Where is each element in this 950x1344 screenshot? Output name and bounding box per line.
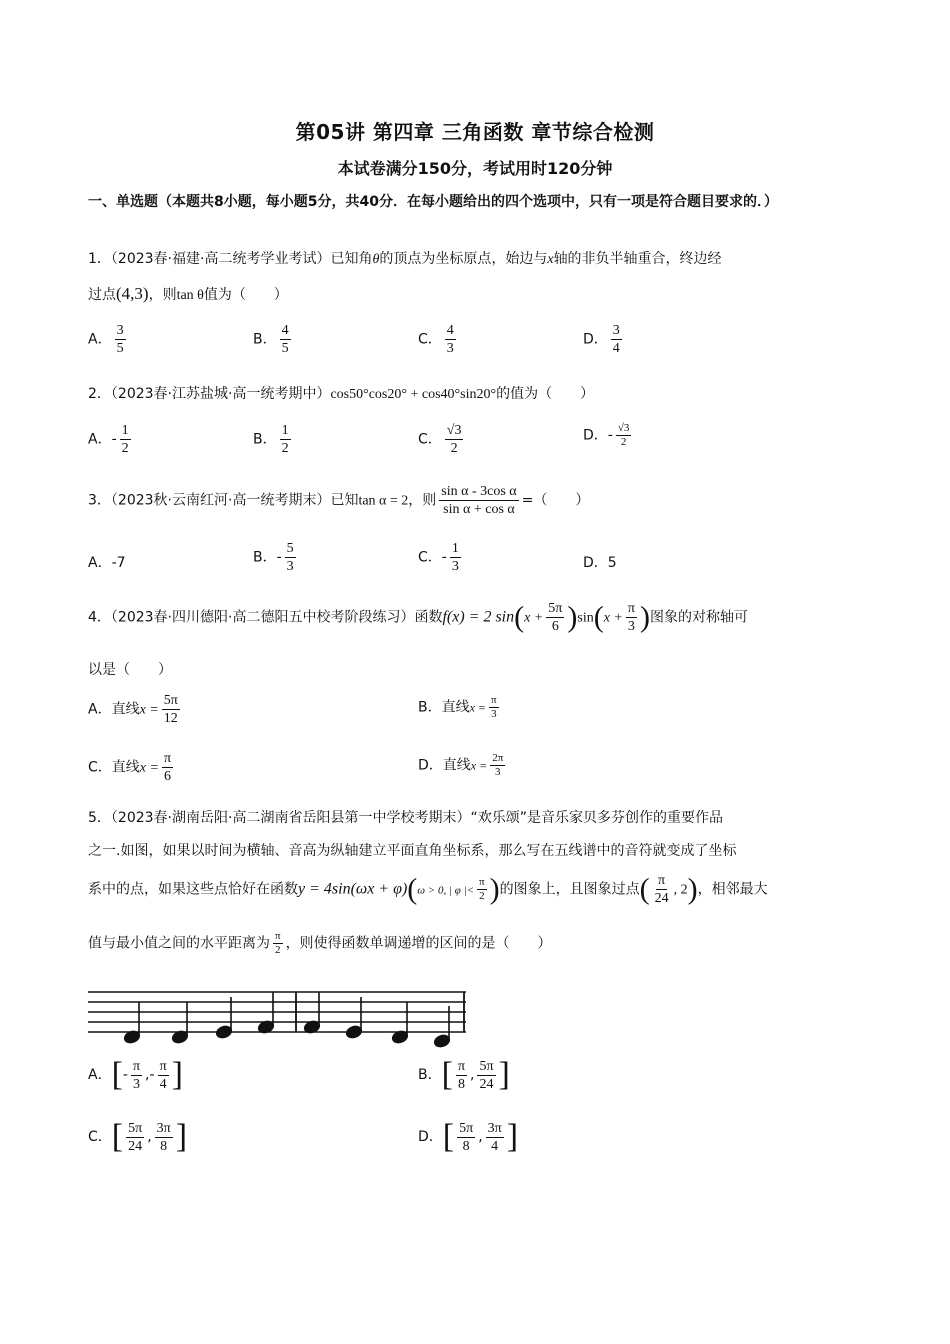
section-heading: 一、单选题（本题共8小题，每小题5分，共40分．在每小题给出的四个选项中，只有一项是符合题目要求的．） <box>88 194 778 210</box>
q3-source: （2023秋·云南红河·高一统考期末） <box>110 492 331 509</box>
option-pre: 直线 <box>441 699 470 716</box>
option-pre: 直线 <box>111 759 140 776</box>
frac-num: √3 <box>446 423 462 438</box>
q1-option-d[interactable] <box>583 322 625 357</box>
option-label: B． <box>253 431 277 448</box>
frac-num: 5 <box>286 541 294 556</box>
q4-number: 4． <box>88 609 111 626</box>
q2-option-d[interactable] <box>583 422 634 449</box>
frac-den: 2 <box>275 944 281 956</box>
option-sign: - <box>441 549 447 566</box>
q1-text-b: 的顶点为坐标原点，始边与 <box>379 251 548 267</box>
frac-den: 2 <box>450 441 458 456</box>
q2-expr: cos50°cos20° + cos40°sin20° <box>330 387 497 402</box>
question-5-line-1 <box>88 807 723 827</box>
frac-num: 3 <box>612 323 620 338</box>
frac-den: 2 <box>479 890 485 902</box>
frac-num: π <box>132 1058 141 1074</box>
frac-num: 1 <box>281 423 289 438</box>
q1-source: （2023春·福建·高二统考学业考试） <box>110 251 331 267</box>
frac-den: sin α + cos α <box>443 502 515 517</box>
q1-text-c: 轴的非负半轴重合，终边经 <box>553 251 722 267</box>
q3-cond: tan α = 2 <box>358 493 409 509</box>
frac-num: sin α - 3cos α <box>441 484 517 499</box>
q1-point: (4,3) <box>116 284 149 303</box>
q5-option-c[interactable]: C．[ $\frac{5\pi}{24}$ , $\frac{3\pi}{8}$ ] <box>88 1118 188 1155</box>
frac-den: 4 <box>491 1138 499 1154</box>
q4-option-c[interactable] <box>88 750 176 785</box>
option-var: x = <box>139 760 159 776</box>
frac-den: 2 <box>281 441 289 456</box>
frac-den: 6 <box>163 769 171 784</box>
frac-den: 2 <box>121 441 129 456</box>
frac-num: 1 <box>451 541 459 556</box>
q2-source: （2023春·江苏盐城·高一统考期中） <box>110 386 331 402</box>
frac-num: 4 <box>446 323 454 338</box>
option-pre: 直线 <box>111 701 140 718</box>
frac-num: 1 <box>121 423 129 438</box>
q5-line3-a: 系中的点，如果这些点恰好在函数 <box>88 881 298 898</box>
frac-num: 4 <box>281 323 289 338</box>
q5-func: y = 4sin(ωx + φ) <box>298 880 408 898</box>
option-pre: 直线 <box>442 757 471 774</box>
page-title: 第05讲 第四章 三角函数 章节综合检测 <box>295 120 655 144</box>
frac-den: 8 <box>160 1138 168 1154</box>
frac-den: 3 <box>491 708 497 720</box>
option-label: A． <box>88 331 112 348</box>
option-label: D． <box>583 331 608 348</box>
q5-option-b[interactable]: B．[ $\frac{\pi}{8}$ , $\frac{5\pi}{24}$ ] <box>418 1056 510 1093</box>
frac-num: 2π <box>492 752 504 764</box>
frac-den: 3 <box>133 1076 140 1092</box>
q4-option-b[interactable] <box>418 694 502 721</box>
frac-num: π <box>658 873 666 888</box>
question-4-line-2 <box>88 659 172 679</box>
q2-option-b[interactable] <box>253 422 294 457</box>
frac-num: π <box>479 876 485 888</box>
frac-den: 24 <box>479 1076 494 1092</box>
page-subtitle: 本试卷满分150分，考试用时120分钟 <box>337 159 613 178</box>
q1-theta: θ <box>372 252 380 267</box>
q2-option-a[interactable] <box>88 422 134 457</box>
frac-num: π <box>159 1058 167 1074</box>
option-var: x = <box>139 702 159 718</box>
frac-den: 4 <box>612 341 620 356</box>
question-5-line-4 <box>88 930 552 957</box>
q3-number: 3． <box>88 492 111 509</box>
question-5-line-2 <box>88 840 736 860</box>
q4-func-lhs: f(x) = 2 sin <box>442 608 515 626</box>
option-label: B． <box>418 699 442 716</box>
frac-num: 5π <box>459 1120 474 1136</box>
q5-option-a[interactable]: A．[- $\frac{\pi}{3}$ ,- $\frac{\pi}{4}$ ] <box>88 1056 183 1093</box>
q5-number: 5． <box>88 810 111 826</box>
question-2-line-1 <box>88 383 594 403</box>
option-label: C． <box>88 759 112 776</box>
question-1-line-1 <box>88 248 722 268</box>
q3-option-b[interactable] <box>253 540 299 575</box>
q3-option-c[interactable] <box>418 540 464 575</box>
frac-den: 3 <box>451 559 459 574</box>
option-label: D． <box>583 555 608 571</box>
q5-line3-c: ，相邻最大 <box>697 881 768 898</box>
q5-option-d[interactable]: D．[ $\frac{5\pi}{8}$ , $\frac{3\pi}{4}$ ] <box>418 1118 519 1155</box>
q4-option-a[interactable] <box>88 692 183 727</box>
option-sign: - <box>111 431 117 448</box>
q1-text-d: 过点 <box>88 287 116 303</box>
option-label: B． <box>253 331 277 348</box>
q1-text-f: 值为（ ） <box>203 287 288 303</box>
q3-text-b: ，则 <box>408 492 437 509</box>
q1-number: 1． <box>88 251 111 267</box>
note-f <box>345 1025 363 1040</box>
q1-x: x <box>547 252 554 267</box>
option-label: D． <box>418 757 443 774</box>
q3-text-c: =（ ） <box>521 492 590 509</box>
option-label: D． <box>418 1129 443 1145</box>
frac-den: 2 <box>620 436 627 448</box>
option-label: B． <box>418 1067 442 1083</box>
option-label: C． <box>418 431 442 448</box>
frac-den: 24 <box>128 1138 143 1154</box>
frac-num: π <box>627 601 635 616</box>
question-3-line-1 <box>88 483 589 518</box>
frac-num: 5π <box>128 1120 143 1136</box>
q5-pt-y: , 2 <box>673 882 688 898</box>
option-label: D． <box>583 427 608 444</box>
frac-den: 5 <box>116 341 124 356</box>
option-sign: - <box>149 1067 155 1083</box>
q1-option-c[interactable] <box>418 322 459 357</box>
option-sign: - <box>276 549 282 566</box>
q3-option-a[interactable] <box>88 552 126 572</box>
option-label: C． <box>418 331 442 348</box>
frac-den: 6 <box>551 619 559 634</box>
q1-text-a: 已知角 <box>330 251 373 267</box>
option-label: A． <box>88 701 112 718</box>
option-sign: - <box>607 427 613 444</box>
q4-arg2-x: x + <box>603 610 623 626</box>
q2-number: 2． <box>88 386 111 402</box>
frac-num: π <box>457 1058 466 1074</box>
q1-text-e: ，则 <box>148 287 177 303</box>
note-f <box>215 1025 233 1040</box>
question-5-line-3: 系中的点，如果这些点恰好在函数y = 4sin(ωx + φ)(ω > 0, | φ |< $\frac{\pi}{2}$ )的图象上，且图象过点( $\frac{\pi}{24}$ , 2)，相邻最大 <box>88 872 768 906</box>
q4-source: （2023春·四川德阳·高二德阳五中校考阶段练习） <box>110 609 415 626</box>
frac-den: 5 <box>281 341 289 356</box>
option-label: C． <box>88 1129 112 1145</box>
option-label: A． <box>88 431 112 448</box>
option-var: x = <box>469 700 487 715</box>
q5-line2: 之一.如图，如果以时间为横轴、音高为纵轴建立平面直角坐标系，那么写在五线谱中的音符就变成了坐标 <box>88 843 737 859</box>
q4-text-a: 函数 <box>414 609 443 626</box>
frac-num: 5π <box>163 693 178 708</box>
question-4-line-1: 4．（2023春·四川德阳·高二德阳五中校考阶段练习）函数f(x) = 2 sin(x + $\frac{5\pi}{6}$ )sin(x + $\frac{\pi}{3}$ )图象的对称轴可 <box>88 600 748 634</box>
frac-num: 3 <box>116 323 124 338</box>
q5-line3-b: 的图象上，且图象过点 <box>499 881 640 898</box>
q4-text-b: 图象的对称轴可 <box>649 609 748 626</box>
frac-num: 5π <box>479 1058 494 1074</box>
option-label: A． <box>88 555 112 571</box>
option-var: x = <box>470 758 488 773</box>
frac-num: π <box>163 751 172 766</box>
option-sign: - <box>122 1067 128 1083</box>
q2-option-c[interactable] <box>418 422 466 457</box>
frac-den: 4 <box>159 1076 167 1092</box>
option-value: 5 <box>607 555 617 571</box>
frac-den: 8 <box>462 1138 470 1154</box>
frac-den: 24 <box>654 891 669 906</box>
frac-num: π <box>491 694 497 706</box>
option-label: B． <box>253 549 277 566</box>
q5-cond: ω > 0, | φ |< <box>417 884 475 897</box>
frac-den: 8 <box>457 1076 465 1092</box>
q3-option-d[interactable] <box>583 552 617 572</box>
frac-den: 12 <box>163 711 178 726</box>
q4-arg1-x: x + <box>524 610 544 626</box>
q5-line4-b: ，则使得函数单调递增的区间的是（ ） <box>285 935 552 952</box>
q5-line1: “欢乐颂”是音乐家贝多芬创作的重要作品 <box>470 810 723 826</box>
frac-num: 3π <box>156 1120 171 1136</box>
q1-option-b[interactable] <box>253 322 294 357</box>
option-value: -7 <box>111 555 126 571</box>
frac-num: 5π <box>548 601 563 616</box>
option-label: A． <box>88 1067 112 1083</box>
option-label: C． <box>418 549 442 566</box>
music-staff-figure <box>88 988 468 1050</box>
q1-option-a[interactable] <box>88 322 129 357</box>
q4-sin2: sin <box>577 610 594 626</box>
frac-den: 3 <box>495 766 501 778</box>
q3-text-a: 已知 <box>330 492 359 509</box>
frac-den: 3 <box>627 619 635 634</box>
q5-line4-a: 值与最小值之间的水平距离为 <box>88 935 270 952</box>
note-d <box>433 1034 451 1049</box>
q1-tan: tan θ <box>176 288 204 303</box>
q4-option-d[interactable] <box>418 752 508 779</box>
question-1-line-2 <box>88 284 288 304</box>
frac-num: 3π <box>487 1120 502 1136</box>
q5-source: （2023春·湖南岳阳·高二湖南省岳阳县第一中学校考期末） <box>110 810 471 826</box>
q4-text-c: 以是（ ） <box>88 662 172 678</box>
frac-den: 3 <box>286 559 294 574</box>
frac-den: 3 <box>446 341 454 356</box>
q2-text: 的值为（ ） <box>496 386 595 402</box>
frac-num: π <box>275 930 281 942</box>
frac-num: √3 <box>617 422 630 434</box>
